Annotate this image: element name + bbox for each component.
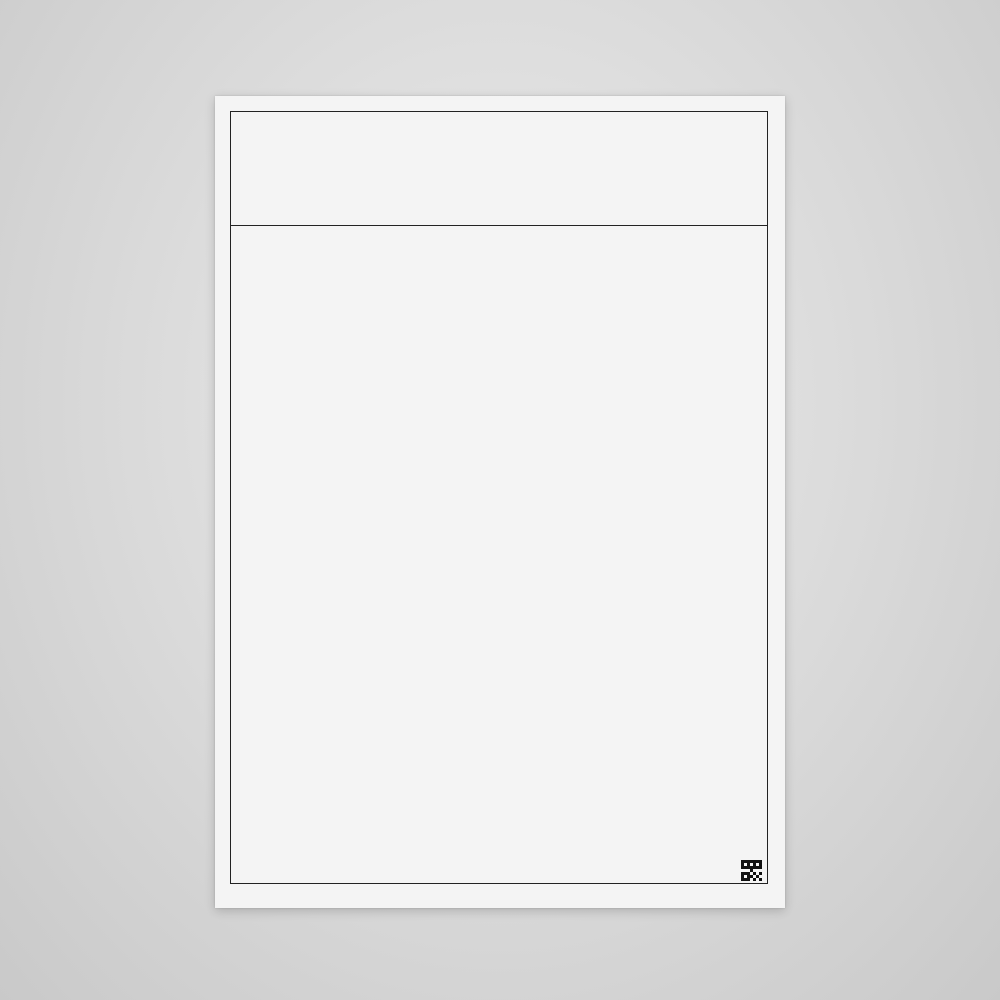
poster-frame xyxy=(230,111,768,884)
poster xyxy=(215,96,785,908)
molecule-grid xyxy=(231,225,767,884)
qr-code-icon xyxy=(741,860,762,881)
poster-header xyxy=(231,112,767,226)
